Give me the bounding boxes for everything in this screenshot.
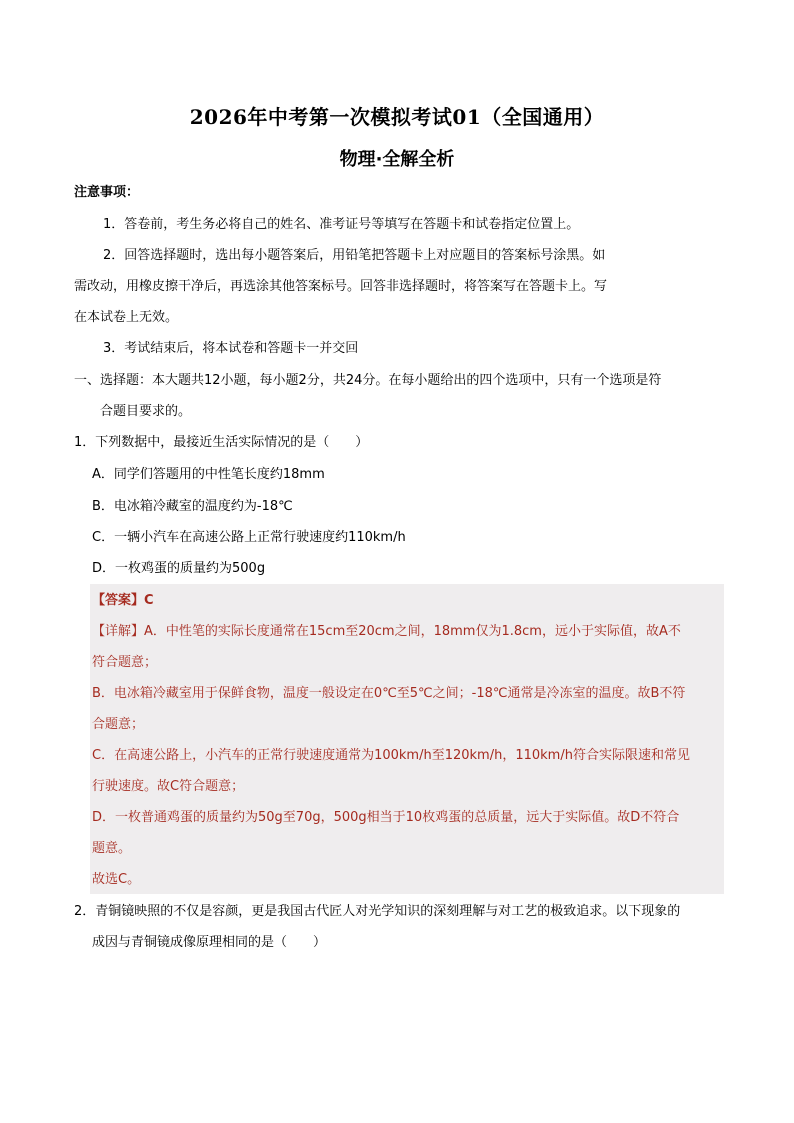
notice-item-1: 1．答卷前，考生务必将自己的姓名、准考证号等填写在答题卡和试卷指定位置上。: [103, 217, 580, 232]
explanation-conclusion: 故选C。: [92, 872, 141, 887]
question-1-option-d: D．一枚鸡蛋的质量约为500g: [92, 561, 266, 576]
explanation-line-3: B．电冰箱冷藏室用于保鲜食物，温度一般设定在0℃至5℃之间；-18℃通常是冷冻室的温度。故B不符: [92, 686, 686, 701]
question-2-stem-line-1: 2．青铜镜映照的不仅是容颜，更是我国古代匠人对光学知识的深刻理解与对工艺的极致追求。以下现象的: [74, 904, 681, 919]
explanation-line-2: 符合题意；: [92, 655, 158, 670]
explanation-line-5: C．在高速公路上，小汽车的正常行驶速度通常为100km/h至120km/h，110km/h符合实际限速和常见: [92, 748, 690, 763]
question-1-option-b: B．电冰箱冷藏室的温度约为-18℃: [92, 499, 293, 514]
question-2-stem-line-2: 成因与青铜镜成像原理相同的是（ ）: [92, 935, 327, 950]
question-1-option-c: C．一辆小汽车在高速公路上正常行驶速度约110km/h: [92, 530, 406, 545]
notice-item-3: 3．考试结束后，将本试卷和答题卡一并交回: [103, 341, 359, 356]
explanation-line-8: 题意。: [92, 841, 132, 856]
notice-item-2-line-3: 在本试卷上无效。: [74, 310, 179, 325]
explanation-line-6: 行驶速度。故C符合题意；: [92, 779, 245, 794]
section-heading-line-1: 一、选择题：本大题共12小题，每小题2分，共24分。在每小题给出的四个选项中，只有一个选项是符: [74, 373, 662, 388]
notice-item-2-line-2: 需改动，用橡皮擦干净后，再选涂其他答案标号。回答非选择题时，将答案写在答题卡上。写: [74, 279, 608, 294]
section-heading-line-2: 合题目要求的。: [100, 404, 192, 419]
question-1-option-a: A．同学们答题用的中性笔长度约18mm: [92, 467, 325, 482]
notice-heading: 注意事项：: [74, 185, 140, 200]
explanation-line-1: 【详解】A．中性笔的实际长度通常在15cm至20cm之间，18mm仅为1.8cm，远小于实际值，故A不: [92, 624, 681, 639]
explanation-line-4: 合题意；: [92, 717, 145, 732]
question-1-answer: 【答案】C: [92, 593, 154, 608]
notice-item-2-line-1: 2．回答选择题时，选出每小题答案后，用铅笔把答题卡上对应题目的答案标号涂黑。如: [103, 248, 606, 263]
question-1-stem: 1．下列数据中，最接近生活实际情况的是（ ）: [74, 435, 369, 450]
page-title: 2026年中考第一次模拟考试01（全国通用）: [189, 105, 605, 129]
page-subtitle: 物理·全解全析: [339, 149, 455, 170]
explanation-line-7: D．一枚普通鸡蛋的质量约为50g至70g，500g相当于10枚鸡蛋的总质量，远大于实际值。故D不符合: [92, 810, 680, 825]
